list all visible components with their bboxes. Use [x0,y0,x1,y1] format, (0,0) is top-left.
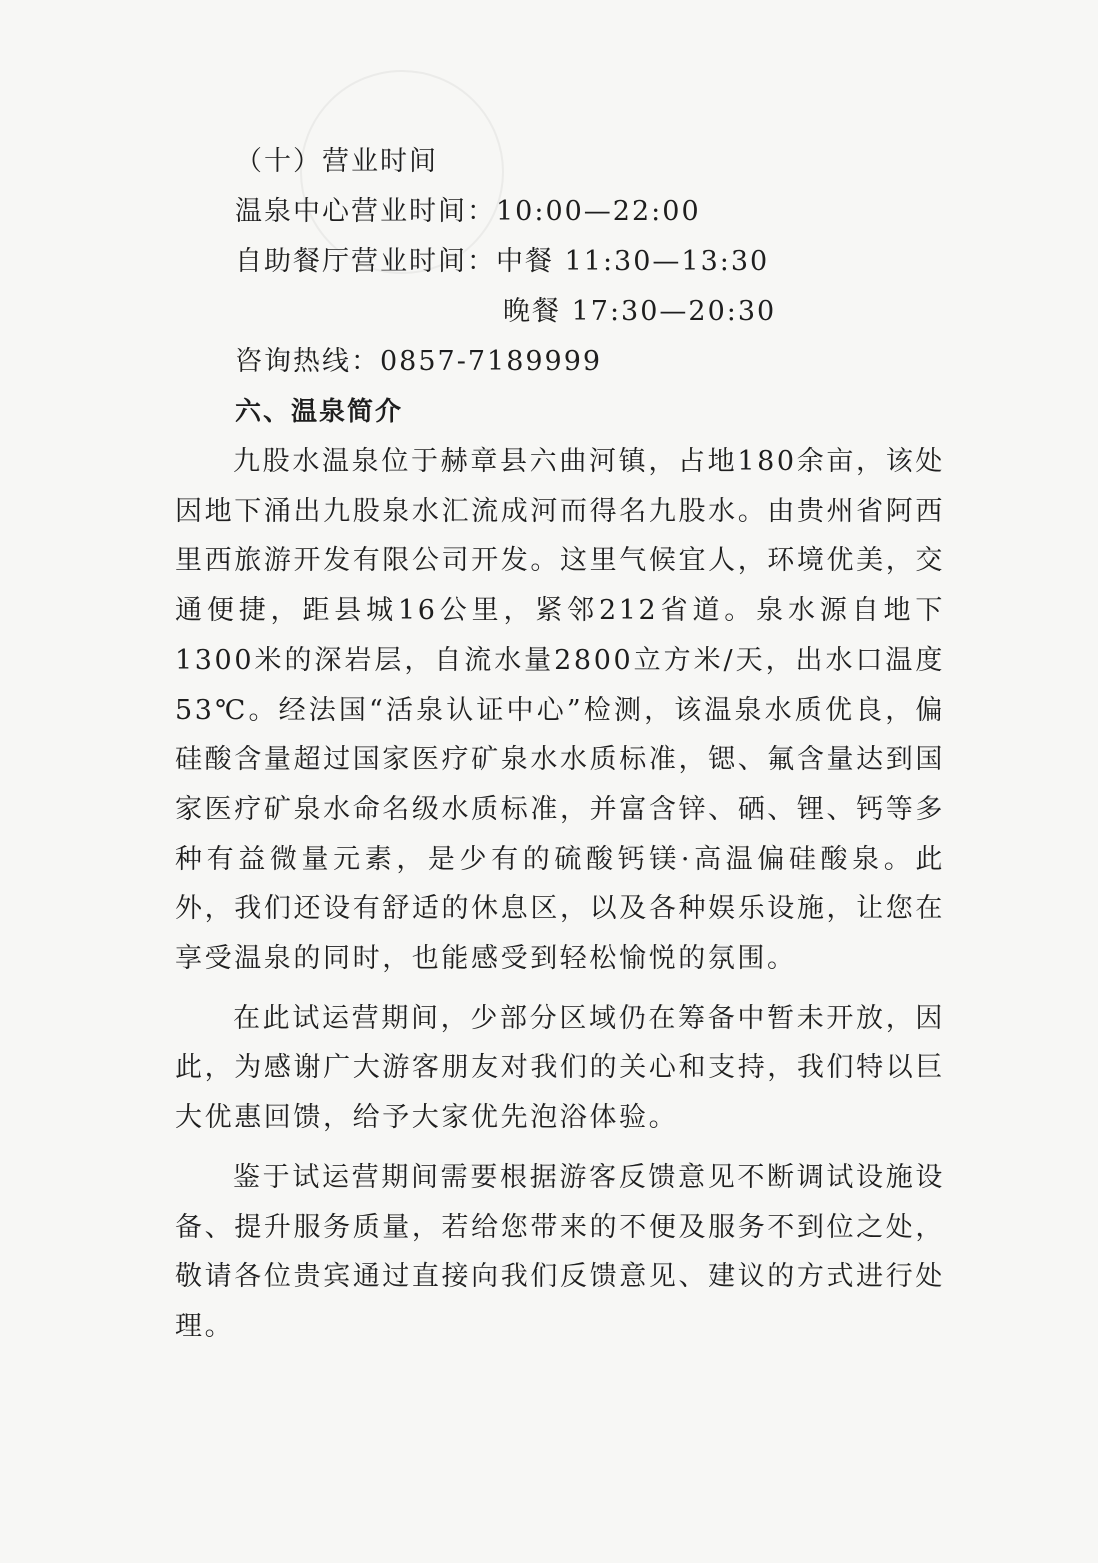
document-body [175,137,945,1352]
buffet-lunch-hours: 自助餐厅营业时间：中餐 11:30—13:30 [235,246,770,277]
feedback-paragraph: 鉴于试运营期间需要根据游客反馈意见不断调试设施设备、提升服务质量，若给您带来的不便及服务不到位之处，敬请各位贵宾通过直接向我们反馈意见、建议的方式进行处理。 [175,1161,945,1342]
section-ten-title: （十）营业时间 [235,146,438,177]
section-six-heading: 六、温泉简介 [235,397,404,427]
intro-paragraph: 九股水温泉位于赫章县六曲河镇，占地180余亩，该处因地下涌出九股泉水汇流成河而得名九股水。由贵州省阿西里西旅游开发有限公司开发。这里气候宜人，环境优美，交通便捷，距县城16公里，紧邻212省道。泉水源自地下1300米的深岩层，自流水量2800立方米/天，出水口温度53℃。经法国“活泉认证中心”检测，该温泉水质优良，偏硅酸含量超过国家医疗矿泉水水质标准，锶、氟含量达到国家医疗矿泉水命名级水质标准，并富含锌、硒、锂、钙等多种有益微量元素，是少有的硫酸钙镁·高温偏硅酸泉。此外，我们还设有舒适的休息区，以及各种娱乐设施，让您在享受温泉的同时，也能感受到轻松愉悦的氛围。 [175,446,945,975]
hotline: 咨询热线：0857-7189999 [235,346,603,377]
hot-spring-hours: 温泉中心营业时间：10:00—22:00 [235,196,701,227]
trial-operation-paragraph: 在此试运营期间，少部分区域仍在筹备中暂未开放，因此，为感谢广大游客朋友对我们的关心和支持，我们特以巨大优惠回馈，给予大家优先泡浴体验。 [175,1002,945,1134]
buffet-dinner-hours: 晚餐 17:30—20:30 [503,296,777,327]
